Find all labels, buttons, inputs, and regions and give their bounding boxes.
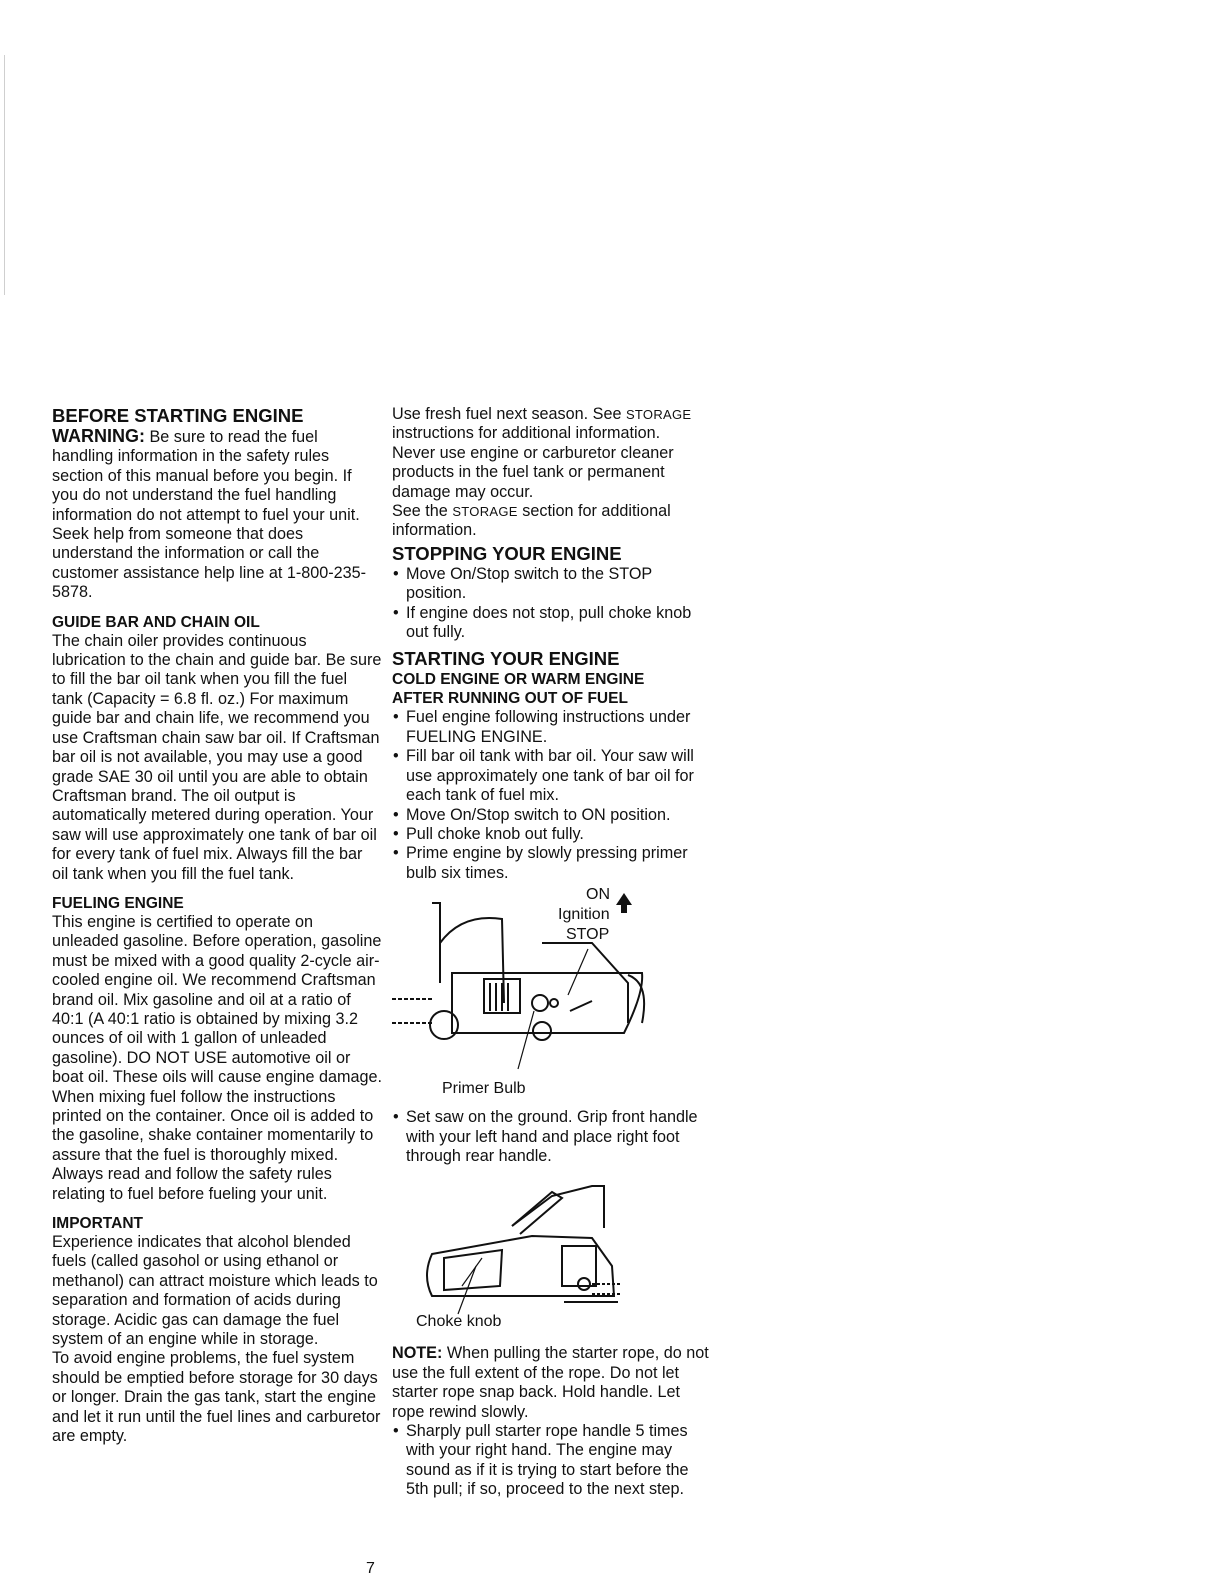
important-text: Experience indicates that alcohol blended fuels (called gasohol or using ethanol or methanol) can attract moisture which leads to separation and formation of acids during storage. Acidic gas can damage the fuel system of an engine while in storage. <box>52 1233 378 1349</box>
ignition-figure <box>392 883 714 1108</box>
right-column <box>392 405 714 1500</box>
page-number: 7 <box>366 1560 375 1577</box>
see-storage-ref: STORAGE <box>452 504 518 520</box>
stop-label: STOP <box>566 926 610 944</box>
note-text: When pulling the starter rope, do not use the full extent of the rope. Do not let starter rope snap back. Hold handle. Let rope rewind slowly. <box>392 1344 709 1421</box>
warning-paragraph <box>52 427 382 603</box>
starting-heading: STARTING YOUR ENGINE <box>392 648 620 670</box>
guide-bar-text: The chain oiler provides continuous lubrication to the chain and guide bar. Be sure to fill the bar oil tank when you fill the fuel tank (Capacity = 6.8 fl. oz.) For maximum guide bar and chain life, we recommend you use Craftsman chain saw bar oil. If Craftsman bar oil is not available, you may use a good grade SAE 30 oil until you are able to obtain Craftsman brand. The oil output is automatically metered during operation. Your saw will use approximately one tank of bar oil for every tank of fuel mix. Always fill the bar oil tank when you fill the fuel tank. <box>52 631 382 883</box>
list-item: • Prime engine by slowly pressing primer bulb six times. <box>406 844 714 883</box>
fresh-fuel-text <box>392 405 714 444</box>
list-item: • Pull choke knob out fully. <box>406 825 714 844</box>
see-storage-text-a: See the <box>392 502 453 521</box>
list-item: • Sharply pull starter rope handle 5 times with your right hand. The engine may sound as if it is trying to start before the 5th pull; if so, proceed to the next step. <box>406 1422 714 1500</box>
never-use-text: Never use engine or carburetor cleaner products in the fuel tank or permanent damage may occur. <box>392 443 674 501</box>
chainsaw-choke-illustration <box>392 1166 714 1326</box>
fresh-fuel-storage-ref: STORAGE <box>625 407 692 422</box>
after-running-heading: AFTER RUNNING OUT OF FUEL <box>392 690 628 708</box>
fueling-text: This engine is certified to operate on unleaded gasoline. Before operation, gasoline must be mixed with a good quality 2-cycle air-cooled engine oil. We recommend Craftsman brand oil. Mix gasoline and oil at a ratio of 40:1 (A 40:1 ratio is obtained by mixing 3.2 ounces of oil with 1 gallon of unleaded gasoline). DO NOT USE automotive oil or boat oil. These oils will cause engine damage. When mixing fuel follow the instructions printed on the container. Once oil is added to the gasoline, shake container momentarily to assure that the fuel is thoroughly mixed. Always read and follow the safety rules relating to fuel before fueling your unit. <box>52 912 382 1203</box>
see-storage-text-b: section for additional information. <box>392 502 671 540</box>
note-label: NOTE: <box>392 1344 443 1363</box>
starting-list <box>392 708 714 883</box>
on-label: ON <box>586 886 610 904</box>
up-arrow-icon <box>616 893 632 905</box>
note-paragraph <box>392 1344 714 1422</box>
guide-bar-heading: GUIDE BAR AND CHAIN OIL <box>52 613 260 631</box>
choke-knob-label: Choke knob <box>416 1313 502 1331</box>
cold-engine-heading: COLD ENGINE OR WARM ENGINE <box>392 671 645 689</box>
before-starting-heading: BEFORE STARTING ENGINE <box>52 405 304 426</box>
stopping-list <box>392 565 714 643</box>
avoid-problems-text: To avoid engine problems, the fuel system should be emptied before storage for 30 days or longer. Drain the gas tank, start the engine and let it run until the fuel lines and carburetor are empty. <box>52 1349 381 1446</box>
fueling-heading: FUELING ENGINE <box>52 894 184 912</box>
list-item: • Move On/Stop switch to the STOP position. <box>406 565 714 604</box>
see-storage-text <box>392 502 714 541</box>
sharply-list <box>392 1422 714 1500</box>
left-column <box>52 405 382 1447</box>
ignition-label: Ignition <box>558 906 610 924</box>
list-item: • Fill bar oil tank with bar oil. Your saw will use approximately one tank of bar oil for each tank of fuel mix. <box>406 747 714 805</box>
important-heading: IMPORTANT <box>52 1215 143 1233</box>
list-item: • Fuel engine following instructions under FUELING ENGINE. <box>406 708 714 747</box>
choke-figure <box>392 1166 714 1344</box>
scan-edge-line <box>4 55 5 295</box>
fresh-fuel-text-b: instructions for additional information. <box>392 424 661 443</box>
stopping-heading: STOPPING YOUR ENGINE <box>392 542 622 564</box>
set-saw-list <box>392 1108 714 1166</box>
list-item: • If engine does not stop, pull choke knob out fully. <box>406 604 714 643</box>
primer-bulb-label: Primer Bulb <box>442 1080 526 1098</box>
chainsaw-ignition-illustration <box>392 883 714 1083</box>
warning-label: WARNING: <box>52 426 145 446</box>
warning-text: Be sure to read the fuel handling information in the safety rules section of this manual before you begin. If you do not understand the fuel handling information do not attempt to fuel your unit. Seek help from someone that does understand the information or call the customer assistance help line at 1-800-235-5878. <box>52 428 367 602</box>
fresh-fuel-text-a: Use fresh fuel next season. See <box>392 405 626 423</box>
list-item: • Set saw on the ground. Grip front handle with your left hand and place right foot through rear handle. <box>406 1108 714 1166</box>
list-item: • Move On/Stop switch to ON position. <box>406 806 714 825</box>
